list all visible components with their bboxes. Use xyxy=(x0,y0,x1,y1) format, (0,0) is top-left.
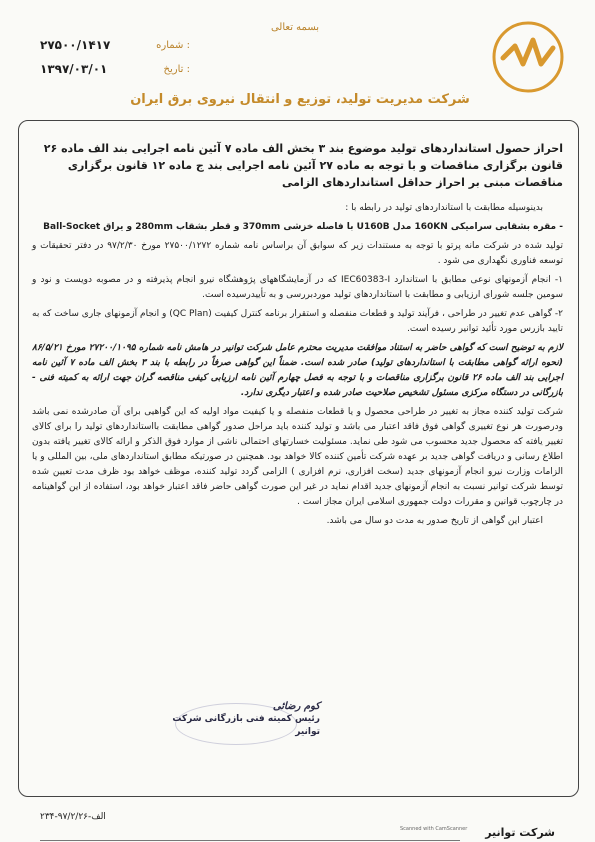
paragraph-3: ۲- گواهی عدم تغییر در طراحی ، فرآیند تولید و قطعات منفصله و استقرار برنامه کنترل کیفیت (QC Plan) و انجام آزمونهای جاری ساخت که به تایید بازرس مورد تأئید توانیر رسیده است. xyxy=(32,309,563,334)
footer-divider xyxy=(40,840,460,841)
letter-number: ۲۷۵۰۰/۱۴۱۷ xyxy=(40,38,111,52)
document-title: احراز حصول استانداردهای تولید موضوع بند ۳ بخش الف ماده ۷ آئین نامه اجرایی بند الف ماده ۲۶ قانون برگزاری مناقصات و با توجه به ماده ۲۷ آئین نامه اجرایی بند ج ماده ۱۲ قانون برگزاری مناقصات مبنی بر احراز حداقل استانداردهای الزامی xyxy=(43,142,563,189)
company-header: شرکت مدیریت تولید، توزیع و انتقال نیروی برق ایران xyxy=(130,92,470,107)
company-logo-icon xyxy=(489,18,567,96)
paragraph-2: ۱- انجام آزمونهای نوعی مطابق با استاندارد IEC60383-I که در آزمایشگاههای پژوهشگاه نیرو انجام پذیرفته و در مصوبه دویست و نود و سومین جلسه شورای ارزیابی و مطابقت با استانداردهای تولید موردبررسی و به تأییدرسیده است. xyxy=(32,275,563,300)
document-body xyxy=(32,140,563,533)
date-row xyxy=(40,62,190,86)
paragraph-5: شرکت تولید کننده مجاز به تغییر در طراحی محصول و یا قطعات منفصله و یا کیفیت مواد اولیه که این گواهیی برای آن صادرشده نمی باشد ودرصورت هر نوع تغییری گواهی فوق فاقد اعتبار می باشد و تولید کننده باید مراحل صدور گواهی مطابقت بااستانداردهای تولید را برای کالای تغییر یافته که محصول جدید محسوب می شود طی نماید. مسئولیت خسارتهای احتمالی ناشی از موارد فوق الذکر و ارائه کالای تغییر یافته بدون اطلاع رسانی و دریافت گواهی جدید بر عهده شرکت تأمین کننده کالا خواهد بود. همچنین در صورتیکه مطابق استانداردهای ملی، بین المللی و یا الزامات وزارت نیرو انجام آزمونهای جدید (سخت افزاری، نرم افزاری ) الزامی گردد تولید کننده، موظف خواهد بود ظرف مدت تعیین شده توسط شرکت توانیر نسبت به انجام آزمونهای جدید اقدام نماید در غیر این صورت گواهی حاضر فاقد اعتبار خواهد بود، استفاده از این گواهینامه در چارچوب قوانین و مقررات دولت جمهوری اسلامی ایران مجاز است . xyxy=(32,407,563,507)
letter-meta xyxy=(40,38,190,86)
paragraph-4: لازم به توضیح است که گواهی حاضر به استناد موافقت مدیریت محترم عامل شرکت توانیر در هامش نامه شماره ۲۷۲۰۰/۱۰۹۵ مورخ ۸۶/۵/۲۱ (نحوه ارائه گواهی مطابقت با استانداردهای تولید) صادر شده است. ضمناً این گواهی صرفاً در رابطه با بند ۳ بخش الف ماده ۷ آئین نامه اجرایی بند الف ماده ۲۶ قانون برگزاری مناقصات و با توجه به فصل چهارم آئین نامه ارزیابی کیفی مناقصه گران جهت ارائه به کمیته فنی - بازرگانی در دستگاه مرکزی مسئول تشخیص صلاحیت صادر شده و اعتبار دیگری ندارد. xyxy=(32,343,563,398)
footer-company: شرکت توانیر xyxy=(485,826,555,839)
product-line: - مقره بشقابی سرامیکی 160KN مدل U160B با فاصله خزشی 370mm و قطر بشقاب 280mm و یراق Ball-Socket xyxy=(43,222,563,232)
date-label: تاریخ : xyxy=(163,64,190,75)
letter-date: ۱۳۹۷/۰۳/۰۱ xyxy=(40,62,108,76)
paragraph-6: اعتبار این گواهی از تاریخ صدور به مدت دو سال می باشد. xyxy=(326,516,543,526)
signatory-title: رئیس کمیته فنی بازرگانی شرکت توانیر xyxy=(172,714,320,737)
intro-text: بدینوسیله مطابقت با استانداردهای تولید در رابطه با : xyxy=(345,203,543,213)
basmala: بسمه تعالی xyxy=(270,22,320,33)
scanner-watermark: Scanned with CamScanner xyxy=(400,826,468,832)
reference-number: الف-۹۷/۲/۲۶-۲۳۴ xyxy=(40,812,106,822)
number-label: شماره : xyxy=(156,40,190,51)
number-row xyxy=(40,38,190,62)
paragraph-1: تولید شده در شرکت مانه پرتو با توجه به مستندات زیر که سوابق آن براساس نامه شماره ۲۷۵۰۰/۱۲۷۲ مورخ ۹۷/۲/۳۰ در دفتر تحقیقات و توسعه فناوری نگهداری می شود . xyxy=(32,241,563,266)
signatory-name: کوم رضائی xyxy=(272,701,320,712)
signature-block xyxy=(150,700,320,739)
